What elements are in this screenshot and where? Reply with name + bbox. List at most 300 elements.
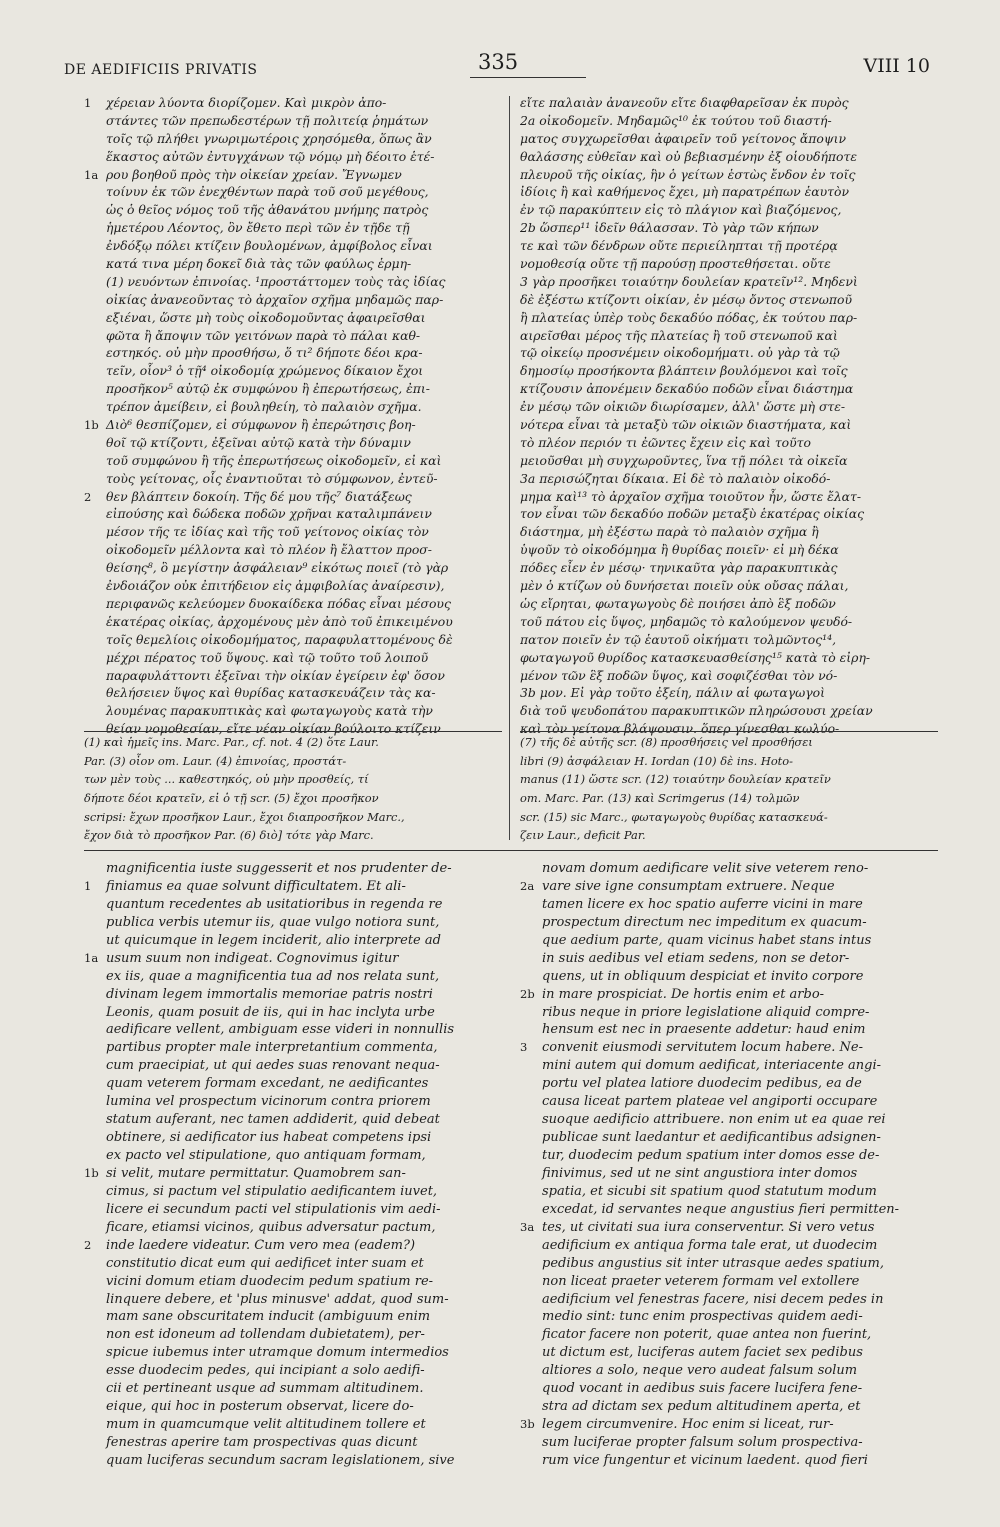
text-line <box>84 631 499 649</box>
line-text: ἐν μέσῳ τῶν οἰκιῶν διωρίσαμεν, ἀλλ' ὥστε μὴ στε- <box>520 399 846 415</box>
text-line <box>84 1434 499 1452</box>
text-line <box>84 950 499 968</box>
line-text: tes, ut civitati sua iura conserventur. Si vero vetus <box>542 1219 875 1235</box>
text-line <box>84 1362 499 1380</box>
line-text: esse duodecim pedes, qui incipiant a solo aedifi- <box>106 1363 425 1379</box>
text-line <box>520 950 938 968</box>
text-line <box>520 1004 938 1022</box>
text-line <box>520 505 938 523</box>
apparatus-rule-left <box>84 731 502 732</box>
text-line <box>84 1004 499 1022</box>
line-text: ut quicumque in legem inciderit, alio interprete ad <box>106 932 441 948</box>
line-text: fenestras aperire tam prospectivas quas dicunt <box>106 1435 418 1450</box>
text-line <box>520 273 938 291</box>
text-line <box>520 255 938 273</box>
page-number: 335 <box>478 50 519 74</box>
text-line <box>520 523 938 541</box>
text-line <box>520 1380 938 1398</box>
text-line <box>520 1255 938 1273</box>
text-line <box>520 1183 938 1201</box>
line-text: μέσον τῆς τε ἰδίας καὶ τῆς τοῦ γείτονος οἰκίας τὸν <box>106 524 429 540</box>
line-text: eique, qui hoc in posterum observat, licere do- <box>106 1399 414 1415</box>
text-line: Par. (3) οἷον om. Laur. (4) ἐπινοίας, προστάτ- <box>84 753 347 768</box>
line-text: ὡς εἴρηται, φωταγωγοὺς δὲ ποιήσει ἀπὸ ἓξ ποδῶν <box>520 595 836 611</box>
line-text: ex iis, quae a magnificentia tua ad nos relata sunt, <box>106 968 440 984</box>
text-line <box>84 362 499 380</box>
text-line <box>520 986 938 1004</box>
margin-marker: 2a <box>520 878 535 893</box>
text-line <box>520 1039 938 1057</box>
text-line: libri (9) ἀσφάλειαν H. Iordan (10) δὲ ins. Hoto- <box>520 753 793 768</box>
text-line <box>84 344 499 362</box>
text-line <box>84 327 499 345</box>
text-line <box>84 488 499 506</box>
margin-marker: 1a <box>84 167 99 182</box>
line-text: Διὸ⁶ θεσπίζομεν, εἰ σύμφωνον ἢ ἐπερώτησις βοη- <box>106 417 416 433</box>
text-line <box>84 380 499 398</box>
apparatus-rule-right <box>520 731 938 732</box>
line-text: εἴτε παλαιὰν ἀνανεοῦν εἴτε διαφθαρεῖσαν ἐκ πυρὸς <box>520 95 849 110</box>
margin-marker: 1 <box>84 878 92 893</box>
line-text: πόδες εἶεν ἐν μέσῳ· τηνικαῦτα γὰρ παρακυπτικὰς <box>520 560 838 576</box>
line-text: τοῦ πάτου εἰς ὕψος, μηδαμῶς τὸ καλούμενον ψευδό- <box>520 613 853 629</box>
line-text: τεῖν, οἷον³ ὁ τῇ⁴ οἰκοδομίᾳ χρώμενος δίκαιον ἔχοι <box>106 363 424 379</box>
line-text: altiores a solo, neque vero audeat falsum solum <box>542 1363 858 1379</box>
text-line <box>84 130 499 148</box>
line-text: 2a οἰκοδομεῖν. Μηδαμῶς¹⁰ ἐκ τούτου τοῦ διαστή- <box>520 112 832 128</box>
line-text: publicae sunt laedantur et aedificantibus adsignen- <box>542 1130 881 1146</box>
line-text: μέχρι πέρατος τοῦ ὕψους. καὶ τῷ τοῦτο τοῦ λοιποῦ <box>106 649 429 665</box>
line-text: constitutio dicat eum qui aedificet inter suam et <box>106 1255 424 1271</box>
text-line <box>84 1255 499 1273</box>
line-text: ἑκατέρας οἰκίας, ἀρχομένους μὲν ἀπὸ τοῦ ἐπικειμένου <box>106 613 453 629</box>
text-line <box>520 702 938 720</box>
line-text: τοὺς γείτονας, οἷς ἐναντιοῦται τὸ σύμφωνον, ἐντεῦ- <box>106 470 438 486</box>
text-line: ζειν Laur., deficit Par. <box>520 828 646 843</box>
line-text: quod vocant in aedibus suis facere lucifera fene- <box>542 1381 863 1397</box>
line-text: τῷ οἰκείῳ προσνέμειν οἰκοδομήματι. οὐ γὰρ τὰ τῷ <box>520 345 840 361</box>
line-text: convenit eiusmodi servitutem locum habere. Ne- <box>542 1040 863 1056</box>
text-line <box>520 237 938 255</box>
line-text: οἰκοδομεῖν μέλλοντα καὶ τὸ πλέον ἢ ἔλαττον προσ- <box>106 542 432 558</box>
text-line <box>84 1057 499 1075</box>
line-text: αιρεῖσθαι μέρος τῆς πλατείας ἢ τοῦ στενωποῦ καὶ <box>520 327 838 343</box>
line-text: εξιέναι, ὥστε μὴ τοὺς οἰκοδομοῦντας ἀφαιρεῖσθαι <box>106 309 426 325</box>
line-text: inde laedere videatur. Cum vero mea (eadem?) <box>106 1237 416 1253</box>
text-line <box>84 541 499 559</box>
line-text: lumina vel prospectum vicinorum contra priorem <box>106 1094 431 1110</box>
text-line <box>84 684 499 702</box>
text-line <box>520 1452 938 1470</box>
line-text: cum praecipiat, ut qui aedes suas renovant nequa- <box>106 1058 440 1074</box>
text-line: δήποτε δέοι κρατεῖν, εἰ ὁ τῇ scr. (5) ἔχοι προσῆκον <box>84 791 379 806</box>
line-text: ἰδίοις ἢ καὶ καθήμενος ἔχει, μὴ παρατρέπων ἑαυτὸν <box>520 184 849 200</box>
line-text: παραφυλάττοντι ἐξεῖναι τὴν οἰκίαν ἐγείρειν ἐφ' ὅσον <box>106 667 445 683</box>
line-text: licere ei secundum pacti vel stipulationis vim aedi- <box>106 1201 441 1217</box>
text-line <box>84 559 499 577</box>
text-line <box>84 398 499 416</box>
text-line <box>520 488 938 506</box>
text-line <box>520 130 938 148</box>
line-text: λουμένας παρακυπτικὰς καὶ φωταγωγοὺς κατὰ τὴν <box>106 703 433 719</box>
line-text: δημοσίῳ προσήκοντα βλάπτειν βουλόμενοι καὶ τοῖς <box>520 363 848 379</box>
line-text: χέρειαν λύοντα διορίζομεν. Καὶ μικρὸν ἀπο- <box>106 95 387 110</box>
text-line <box>520 1201 938 1219</box>
text-line <box>520 1344 938 1362</box>
text-line: των μὲν τοὺς ... καθεστηκός, οὐ μὴν προσθείς, τί <box>84 772 369 787</box>
line-text: τὸ πλέον περιόν τι ἐῶντες ἔχειν εἰς καὶ τοῦτο <box>520 434 811 450</box>
text-line <box>520 914 938 932</box>
text-line <box>520 613 938 631</box>
line-text: κατά τινα μέρη δοκεῖ διὰ τὰς τῶν φαύλως ἑρμη- <box>106 256 412 272</box>
text-line: ἔχον διὰ τὸ προσῆκον Par. (6) διὸ] τότε γὰρ Marc. <box>84 828 374 843</box>
line-text: cii et pertineant usque ad summam altitudinem. <box>106 1381 424 1397</box>
margin-marker: 3 <box>520 1040 528 1055</box>
text-line <box>520 1075 938 1093</box>
text-line <box>84 577 499 595</box>
line-text: οἰκίας ἀνανεοῦντας τὸ ἀρχαῖον σχῆμα μηδαμῶς παρ- <box>106 291 444 307</box>
text-line <box>84 1219 499 1237</box>
line-text: στάντες τῶν πρεπωδεστέρων τῇ πολιτείᾳ ῥημάτων <box>106 112 429 128</box>
line-text: usum suum non indigeat. Cognovimus igitur <box>106 950 399 966</box>
line-text: aedificare vellent, ambiguam esse videri in nonnullis <box>106 1022 455 1038</box>
line-text: ex pacto vel stipulatione, quo antiquam formam, <box>106 1148 426 1163</box>
text-line <box>520 112 938 130</box>
text-line <box>520 541 938 559</box>
line-text: quam veterem formam excedant, ne aedificantes <box>106 1076 429 1092</box>
text-line <box>84 667 499 685</box>
section-number: VIII 10 <box>863 55 930 77</box>
line-text: ἡμετέρου Λέοντος, ὃν ἔθετο περὶ τῶν ἐν τῇδε τῇ <box>106 220 410 236</box>
text-line <box>520 1219 938 1237</box>
line-text: tur, duodecim pedum spatium inter domos esse de- <box>542 1148 880 1163</box>
line-text: μὲν ὁ κτίζων οὐ δυνήσεται ποιεῖν οὐκ οὔσας πάλαι, <box>520 578 849 594</box>
text-line <box>84 595 499 613</box>
line-text: si velit, mutare permittatur. Quamobrem san- <box>106 1165 406 1181</box>
text-line <box>520 684 938 702</box>
line-text: ribus neque in priore legislatione aliquid compre- <box>542 1004 870 1020</box>
line-text: ρου βοηθοῦ πρὸς τὴν οἰκείαν χρείαν. Ἔγνωμεν <box>106 166 402 182</box>
text-line <box>84 702 499 720</box>
text-line <box>520 416 938 434</box>
text-line <box>520 148 938 166</box>
line-text: εστηκός. οὐ μὴν προσθήσω, ὅ τι² δήποτε δέοι κρα- <box>106 345 423 361</box>
text-line <box>520 201 938 219</box>
text-line <box>84 1291 499 1309</box>
text-line <box>520 183 938 201</box>
text-line <box>520 1434 938 1452</box>
line-text: Leonis, quam posuit de iis, qui in hac inclyta urbe <box>106 1004 435 1020</box>
critical-apparatus-right <box>520 733 938 845</box>
line-text: διάστημα, μὴ ἐξέστω παρὰ τὸ παλαιὸν σχῆμα ἢ <box>520 524 819 540</box>
text-line <box>84 434 499 452</box>
line-text: magnificentia iuste suggesserit et nos prudenter de- <box>106 861 452 876</box>
line-text: sum luciferae propter falsum solum prospectiva- <box>542 1435 863 1450</box>
text-line <box>84 148 499 166</box>
greek-text-left-column <box>84 94 499 738</box>
text-line <box>84 291 499 309</box>
text-line: scripsi: ἔχων προσῆκον Laur., ἔχοι διαπροσῆκον Marc., <box>84 809 405 824</box>
line-text: ἐνδοιάζον οὐκ ἐπιτήδειον εἰς ἀμφιβολίας ἀναίρεσιν), <box>106 578 445 594</box>
text-line <box>520 1362 938 1380</box>
text-line <box>84 1075 499 1093</box>
text-line <box>520 362 938 380</box>
text-line <box>84 94 499 112</box>
line-text: τοῦ συμφώνου ἢ τῆς ἐπερωτήσεως οἰκοδομεῖν, εἰ καὶ <box>106 452 442 468</box>
line-text: διὰ τοῦ ψευδοπάτου παρακυπτικῶν πληρώσουσι χρείαν <box>520 703 873 719</box>
line-text: aedificium ex antiqua forma tale erat, ut duodecim <box>542 1237 878 1253</box>
text-line <box>84 1237 499 1255</box>
text-line <box>84 166 499 184</box>
text-line <box>84 860 499 878</box>
text-line: om. Marc. Par. (13) καὶ Scrimgerus (14) τολμῶν <box>520 791 800 806</box>
line-text: 3b μον. Εἰ γὰρ τοῦτο ἐξείη, πάλιν αἱ φωταγωγοὶ <box>520 685 825 701</box>
text-line <box>84 1398 499 1416</box>
text-line <box>84 1183 499 1201</box>
text-line <box>520 577 938 595</box>
text-line <box>520 595 938 613</box>
text-line <box>520 968 938 986</box>
line-text: ficare, etiamsi vicinos, quibus adversatur pactum, <box>106 1219 436 1235</box>
line-text: πατον ποιεῖν ἐν τῷ ἑαυτοῦ οἰκήματι τολμῶντος¹⁴, <box>520 631 837 647</box>
text-line <box>84 896 499 914</box>
text-line: scr. (15) sic Marc., φωταγωγοὺς θυρίδας κατασκευά- <box>520 809 828 824</box>
line-text: τρέπον ἀμείβειν, εἰ βουληθείη, τὸ παλαιὸν σχῆμα. <box>106 399 422 415</box>
line-text: excedat, id servantes neque angustius fieri permitten- <box>542 1201 900 1217</box>
text-line: (7) τῆς δὲ αὐτῆς scr. (8) προσθήσεις vel προσθήσει <box>520 735 813 749</box>
critical-apparatus-left <box>84 733 499 845</box>
line-text: ἐν τῷ παρακύπτειν εἰς τὸ πλάγιον καὶ βιαζόμενος, <box>520 202 842 218</box>
greek-text-right-column <box>520 94 938 738</box>
text-line <box>84 1308 499 1326</box>
text-line <box>84 183 499 201</box>
line-text: causa liceat partem plateae vel angiporti occupare <box>542 1094 878 1110</box>
text-line <box>520 380 938 398</box>
line-text: ὡς ὁ θεῖος νόμος τοῦ τῆς ἀθανάτου μνήμης πατρὸς <box>106 202 429 218</box>
line-text: spatia, et sicubi sit spatium quod statutum modum <box>542 1183 877 1199</box>
line-text: legem circumvenire. Hoc enim si liceat, rur- <box>542 1417 834 1433</box>
text-line <box>520 1273 938 1291</box>
line-text: τοῖς θεμελίοις οἰκοδομήματος, παραφυλαττομένους δὲ <box>106 631 453 647</box>
text-line <box>84 1129 499 1147</box>
line-text: εἰπούσης καὶ δώδεκα ποδῶν χρῆναι καταλιμπάνειν <box>106 506 432 522</box>
line-text: νομοθεσίᾳ οὔτε τῇ παρούσῃ προστεθήσεται. οὔτε <box>520 256 831 272</box>
column-divider <box>509 96 510 840</box>
line-text: φωταγωγοῦ θυρίδος κατασκευασθείσης¹⁵ κατὰ τὸ εἰρη- <box>520 649 871 665</box>
line-text: vicini domum etiam duodecim pedum spatium re- <box>106 1273 434 1289</box>
line-text: in mare prospiciat. De hortis enim et arbo- <box>542 986 825 1002</box>
line-text: pedibus angustius sit inter utrasque aedes spatium, <box>542 1255 884 1271</box>
text-line <box>520 649 938 667</box>
text-line <box>84 309 499 327</box>
latin-section-rule <box>84 850 938 851</box>
latin-translation-left-column <box>84 860 499 1470</box>
line-text: ὑψοῦν τὸ οἰκοδόμημα ἢ θυρίδας ποιεῖν· εἰ μὴ δέκα <box>520 542 839 558</box>
text-line <box>520 1093 938 1111</box>
line-text: κτίζουσιν ἀπονέμειν δεκαδύο ποδῶν εἶναι διάστημα <box>520 381 854 397</box>
line-text: medio sint: tunc enim prospectivas quidem aedi- <box>542 1309 863 1325</box>
text-line <box>84 1201 499 1219</box>
line-text: finiamus ea quae solvunt difficultatem. Et ali- <box>106 878 406 894</box>
text-line <box>520 452 938 470</box>
text-line <box>520 860 938 878</box>
text-line <box>84 273 499 291</box>
line-text: ἕκαστος αὐτῶν ἐντυγχάνων τῷ νόμῳ μὴ δέοιτο ἑτέ- <box>106 148 435 164</box>
text-line <box>520 559 938 577</box>
text-line: (1) καὶ ἡμεῖς ins. Marc. Par., cf. not. 4 (2) ὅτε Laur. <box>84 735 379 749</box>
line-text: hensum est nec in praesente addetur: haud enim <box>542 1022 866 1038</box>
text-line <box>84 878 499 896</box>
line-text: θαλάσσης εὐθεῖαν καὶ οὐ βεβιασμένην ἐξ οἱουδήποτε <box>520 148 857 164</box>
text-line <box>84 416 499 434</box>
margin-marker: 3a <box>520 1219 535 1234</box>
line-text: ἐνδόξῳ πόλει κτίζειν βουλομένων, ἀμφίβολος εἶναι <box>106 238 433 254</box>
line-text: τον εἶναι τῶν δεκαδύο ποδῶν μεταξὺ ἑκατέρας οἰκίας <box>520 506 865 522</box>
line-text: in suis aedibus vel etiam sedens, non se detor- <box>542 950 850 966</box>
text-line <box>520 1237 938 1255</box>
text-line <box>84 1326 499 1344</box>
text-line <box>84 613 499 631</box>
latin-translation-right-column <box>520 860 938 1470</box>
running-title: DE AEDIFICIIS PRIVATIS <box>64 62 258 78</box>
text-line <box>520 344 938 362</box>
line-text: portu vel platea latiore duodecim pedibus, ea de <box>542 1076 862 1092</box>
line-text: non liceat praeter veterem formam vel extollere <box>542 1273 860 1289</box>
line-text: novam domum aedificare velit sive veterem reno- <box>542 861 869 876</box>
line-text: ut dictum est, luciferas autem faciet sex pedibus <box>542 1345 863 1361</box>
text-line <box>84 1416 499 1434</box>
line-text: mum in quamcumque velit altitudinem tollere et <box>106 1417 426 1433</box>
text-line <box>84 1093 499 1111</box>
line-text: publica verbis utemur iis, quae vulgo notiora sunt, <box>106 914 440 930</box>
text-line <box>84 112 499 130</box>
line-text: cimus, si pactum vel stipulatio aedificantem iuvet, <box>106 1183 438 1199</box>
line-text: (1) νευόντων ἐπινοίας. ¹προστάττομεν τοὺς τὰς ἰδίας <box>106 273 446 289</box>
line-text: linquere debere, et 'plus minusve' addat, quod sum- <box>106 1291 449 1307</box>
line-text: obtinere, si aedificator ius habeat competens ipsi <box>106 1130 432 1146</box>
text-line <box>520 166 938 184</box>
line-text: θοῖ τῷ κτίζοντι, ἐξεῖναι αὐτῷ κατὰ τὴν δύναμιν <box>106 434 411 450</box>
text-line <box>520 398 938 416</box>
text-line <box>84 649 499 667</box>
line-text: rum vice fungentur et vicinum laedent. quod fieri <box>542 1452 868 1468</box>
text-line <box>520 1308 938 1326</box>
text-line <box>520 1111 938 1129</box>
line-text: 2b ὥσπερ¹¹ ἰδεῖν θάλασσαν. Τὸ γὰρ τῶν κήπων <box>520 220 819 236</box>
line-text: φῶτα ἢ ἄποψιν τῶν γειτόνων παρὰ τὸ πάλαι καθ- <box>106 327 421 343</box>
line-text: mini autem qui domum aedificat, interiacente angi- <box>542 1058 882 1074</box>
margin-marker: 2 <box>84 489 92 504</box>
line-text: προσῆκον⁵ αὐτῷ ἐκ συμφώνου ἢ ἐπερωτήσεως, ἐπι- <box>106 381 430 397</box>
text-line <box>84 1111 499 1129</box>
line-text: spicue iubemus inter utramque domum intermedios <box>106 1345 449 1361</box>
line-text: μειοῦσθαι μὴ συγχωροῦντες, ἵνα τῇ πόλει τὰ οἰκεῖα <box>520 452 848 468</box>
line-text: partibus propter male interpretantium commenta, <box>106 1040 438 1056</box>
text-line <box>520 667 938 685</box>
text-line <box>520 219 938 237</box>
line-text: τοίνυν ἐκ τῶν ἐνεχθέντων παρὰ τοῦ σοῦ μεγέθους, <box>106 184 429 200</box>
margin-marker: 1b <box>84 418 99 433</box>
margin-marker: 3b <box>520 1417 535 1432</box>
text-line <box>84 986 499 1004</box>
text-line <box>520 309 938 327</box>
margin-marker: 2 <box>84 1237 92 1252</box>
text-line <box>84 523 499 541</box>
text-line <box>520 1398 938 1416</box>
line-text: ἢ πλατείας ὑπὲρ τοὺς δεκαδύο πόδας, ἐκ τούτου παρ- <box>520 309 858 325</box>
text-line <box>520 470 938 488</box>
text-line <box>84 1165 499 1183</box>
text-line <box>520 1291 938 1309</box>
line-text: ματος συγχωρεῖσθαι ἀφαιρεῖν τοῦ γείτονος ἄποψιν <box>520 130 846 146</box>
text-line <box>520 932 938 950</box>
text-line <box>520 327 938 345</box>
text-line <box>84 1452 499 1470</box>
line-text: περιφανῶς κελεύομεν δυοκαίδεκα πόδας εἶναι μέσους <box>106 595 451 611</box>
text-line <box>520 1129 938 1147</box>
line-text: mam sane obscuritatem inducit (ambiguum enim <box>106 1309 431 1325</box>
line-text: πλευροῦ τῆς οἰκίας, ἣν ὁ γείτων ἑστὼς ἔνδον ἐν τοῖς <box>520 166 856 182</box>
text-line <box>84 1380 499 1398</box>
margin-marker: 1 <box>84 96 92 110</box>
text-line <box>520 434 938 452</box>
line-text: θελήσειεν ὕψος καὶ θυρίδας κατασκευάζειν τὰς κα- <box>106 685 436 701</box>
line-text: non est idoneum ad tollendam dubietatem), per- <box>106 1327 425 1343</box>
line-text: μημα καὶ¹³ τὸ ἀρχαῖον σχῆμα τοιοῦτον ἦν, ὥστε ἔλατ- <box>520 488 862 504</box>
text-line <box>84 1344 499 1362</box>
text-line <box>84 505 499 523</box>
line-text: divinam legem immortalis memoriae patris nostri <box>106 986 433 1002</box>
text-line <box>84 470 499 488</box>
text-line <box>520 631 938 649</box>
text-line <box>520 878 938 896</box>
line-text: vare sive igne consumptam extruere. Neque <box>542 878 835 894</box>
line-text: aedificium vel fenestras facere, nisi decem pedes in <box>542 1291 884 1307</box>
text-line <box>84 219 499 237</box>
line-text: τε καὶ τῶν δένδρων οὔτε περιείληπται τῇ προτέρᾳ <box>520 238 838 254</box>
text-line <box>84 1039 499 1057</box>
text-line <box>520 291 938 309</box>
text-line <box>84 914 499 932</box>
page-number-rule <box>470 77 586 78</box>
text-line <box>520 1021 938 1039</box>
line-text: tamen licere ex hoc spatio auferre vicini in mare <box>542 896 863 912</box>
line-text: quam luciferas secundum sacram legislationem, sive <box>106 1452 455 1468</box>
line-text: que aedium parte, quam vicinus habet stans intus <box>542 932 872 948</box>
line-text: νότερα εἶναι τὰ μεταξὺ τῶν οἰκιῶν διαστήματα, καὶ <box>520 417 852 433</box>
line-text: 3 γὰρ προσῆκει τοιαύτην δουλείαν κρατεῖν¹². Μηδενὶ <box>520 273 858 289</box>
text-line <box>520 1165 938 1183</box>
text-line <box>84 932 499 950</box>
margin-marker: 2b <box>520 986 535 1001</box>
text-line: manus (11) ὥστε scr. (12) τοιαύτην δουλείαν κρατεῖν <box>520 772 831 787</box>
line-text: καὶ τὸν γείτονα βλάψουσιν. ὅπερ γίνεσθαι κωλύο- <box>520 721 840 737</box>
line-text: stra ad dictam sex pedum altitudinem aperta, et <box>542 1399 861 1415</box>
line-text: θείαν νομοθεσίαν, εἴτε νέαν οἰκίαν βούλοιτο κτίζειν <box>106 721 441 737</box>
line-text: μένον τῶν ἓξ ποδῶν ὕψος, καὶ σοφιζέσθαι τὸν νό- <box>520 667 838 683</box>
margin-marker: 1a <box>84 950 99 965</box>
text-line <box>84 1273 499 1291</box>
text-line <box>84 968 499 986</box>
line-text: quantum recedentes ab usitatioribus in regenda re <box>106 896 443 912</box>
text-line <box>520 1057 938 1075</box>
text-line <box>84 201 499 219</box>
line-text: quens, ut in obliquum despiciat et invito corpore <box>542 968 864 984</box>
line-text: statum auferant, nec tamen addiderit, quid debeat <box>106 1112 440 1128</box>
line-text: prospectum directum nec impeditum ex quacum- <box>542 914 867 930</box>
line-text: θείσης⁸, ὃ μεγίστην ἀσφάλειαν⁹ εἰκότως ποιεῖ (τὸ γὰρ <box>106 560 449 576</box>
text-line <box>520 1147 938 1165</box>
